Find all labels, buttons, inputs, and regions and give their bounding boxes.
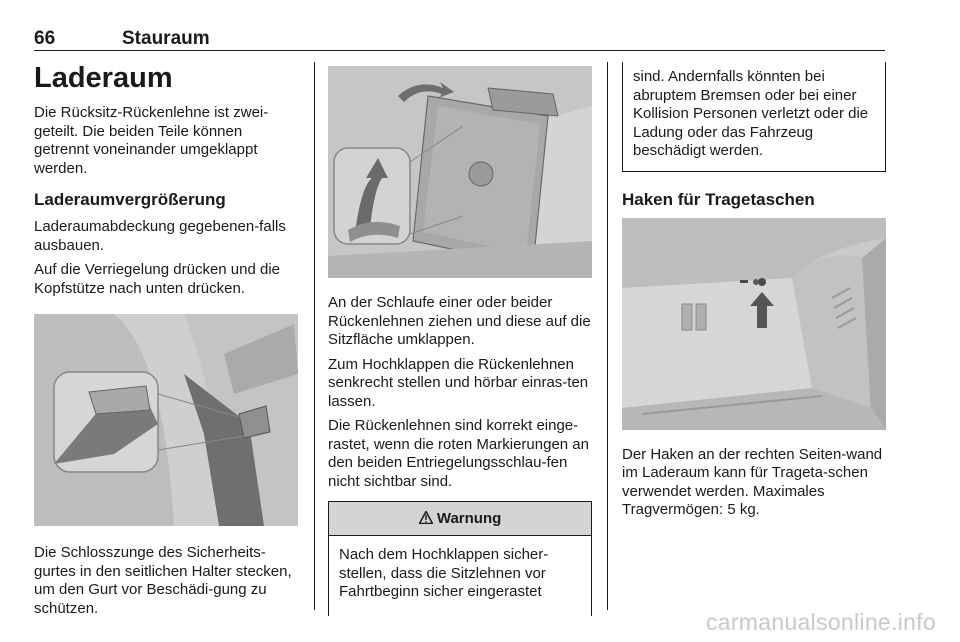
subheading-laderaumvergroesserung: Laderaumvergrößerung [34,190,226,209]
column-1 [34,62,300,624]
instruction-text: Der Haken an der rechten Seiten-wand im Laderaum kann für Trageta-schen verwendet werden. Maximales Tragvermögen: 5 kg. [622,445,883,518]
seatbelt-drawing [34,314,298,526]
warning-text: Nach dem Hochklappen sicher-stellen, dass die Sitzlehnen vor Fahrtbeginn sicher eingerastet [339,546,549,600]
warning-text-continued: sind. Andernfalls könnten bei abruptem Bremsen oder bei einer Kollision Personen verletzt oder die Ladung oder das Fahrzeug beschädigt werden. [633,68,869,159]
page-header [34,26,885,51]
intro-text: Die Rücksitz-Rückenlehne ist zwei-geteilt. Die beiden Teile können getrennt voneinander umgeklappt werden. [34,104,269,177]
warning-box-continued [622,62,886,172]
column-3 [622,62,886,526]
seatback-drawing [328,66,592,278]
seatbelt-illustration [34,314,298,526]
page-number: 66 [34,28,56,49]
instruction-text: Auf die Verriegelung drücken und die Kopfstütze nach unten drücken. [34,261,281,297]
column-divider [607,62,608,610]
warning-box [328,501,592,616]
section-title: Stauraum [122,28,210,49]
instruction-text: Die Schlosszunge des Sicherheits-gurtes in den seitlichen Halter stecken, um den Gurt vor Beschädi-gung zu schützen. [34,544,292,617]
instruction-text: Laderaumabdeckung gegebenen-falls ausbauen. [34,218,286,254]
warning-title: Warnung [436,510,502,527]
page-title: Laderaum [34,62,173,94]
cargo-hook-drawing [622,218,886,430]
seatback-illustration [328,66,592,278]
column-divider [314,62,315,610]
subheading-haken: Haken für Tragetaschen [622,189,815,209]
watermark: carmanualsonline.info [705,609,936,635]
cargo-hook-illustration [622,218,886,430]
warning-header [329,502,591,536]
instruction-text: Zum Hochklappen die Rückenlehnen senkrecht stellen und hörbar einras-ten lassen. [328,355,589,410]
instruction-text: An der Schlaufe einer oder beider Rückenlehnen ziehen und diese auf die Sitzfläche umklappen. [328,294,591,348]
instruction-text: Die Rückenlehnen sind korrekt einge-rastet, wenn die roten Markierungen an den beiden Entriegelungsschlau-fen nicht sichtbar sind. [328,417,589,490]
column-2 [328,62,592,616]
warning-triangle-icon [419,510,437,527]
